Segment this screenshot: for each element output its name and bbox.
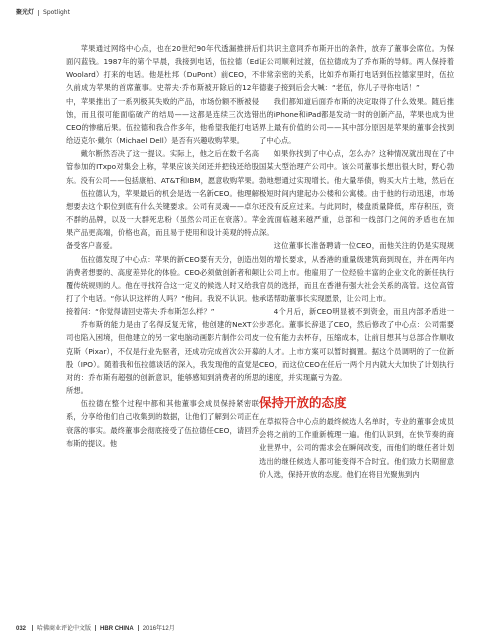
right-column	[259, 42, 454, 481]
page-footer	[16, 623, 175, 632]
body-paragraph: 4个月后，新CEO明显被不到资金，而且内部矛盾进一步恶化。董事长辞退了CEO，然后修改了中心点：公司需要一位有能力去杯存，压缩成本，让前目想其与总部合作顺收的人才。上市方案可以暂时搁置。据这个员调明的了一位新CEO，而这位CEO在任后一两个月内就大大加快了计划执行的速度，并实现赢亏为盈。	[259, 307, 454, 382]
issue-date: 2016年12月	[142, 626, 175, 632]
body-paragraph: 我们都知道后面乔布斯的决定取得了什么效果。随后推出的iPhone和iPad都是发动一时的创新产品，苹果也成为世界上最有价值的公司——其中部分原因是苹果的董事会找到了中心点。	[259, 96, 454, 146]
right-column-bottom	[259, 415, 454, 481]
body-paragraph: 在草拟符合中心点的最终候选人名单时，专业的董事会成员会将之前的工作重新梳理一遍。他们认识到，在快节奏的商业世界中，公司的需求会在瞬间改变，而他们的继任者计划选出的继任候选人都可能变得不合时宜。他们致力长期留意价人选，保持开放的态度。他们在将目光聚焦到内	[259, 417, 454, 479]
header-divider	[38, 10, 39, 16]
page-number: 032	[16, 626, 27, 632]
body-paragraph: 戴尔断然否决了这一提议。实际上，他之后在数千名高管参加的ITxpo对集会上称，苹果应该关闭还并把钱还给股东。没有公司——包括康柏、AT&T和IBM，愿意收购苹果。	[66, 149, 260, 185]
section-subheading: 保持开放的态度	[259, 395, 347, 411]
body-paragraph: 们共识主意同乔布斯开出的条件，放弃了董事会席位。为保证公司顺利过渡，伍拉德成为了乔布斯的导师。两人保持着非常亲密的关系，比如乔布斯打电话到伍拉德家里时，伍拉德妻子接到后会大喊：“老伍，你儿子寻你电话！”	[259, 44, 454, 93]
body-paragraph: 伍拉德发现了中心点：苹果的新CEO要有天分，创造出消费者想要的、高度差异化的体验。CEO必须做创新者和颠覆传统规则的人。他在寻找符合这一定义的候选人时又给我打了个电话。“你认识这样的人吗？”他问。我说不认识。他接着问：“你觉得请回史蒂夫·乔布斯怎么样？”	[66, 254, 259, 317]
body-paragraph: 伍拉德认为，苹果最后的机会是选一名新CEO。他理解想要去这个职位到底有什么关键要求。公司有灵魂——卓尔不群的品牌，以及一大群死忠粉（虽然公司正在衰落）。苹果产品更高端，价格也高，而且易于使用和设计美观的特点备受客户喜爱。	[66, 188, 259, 251]
footer-divider	[138, 625, 139, 631]
magazine-name: HBR CHINA	[100, 626, 134, 632]
footer-divider	[95, 625, 96, 631]
section-header	[16, 7, 70, 17]
section-label-cn: 聚光灯	[16, 9, 35, 16]
footer-divider	[32, 625, 33, 631]
body-paragraph: 伍拉德在整个过程中都和其他董事会成员保持紧密联系，分享给他们自己收集到的数据，让他们了解到公司正在衰落的事实。最终董事会彻底接受了伍拉德任CEO，请回乔布斯的提议。他	[66, 399, 259, 448]
publisher-name: 哈佛商业评论中文版	[37, 626, 92, 632]
body-paragraph: 这位董事长准备聘请一位CEO，而他关注的仍是实现规划的增长要求，从香港的重量级建筑商到现在，并在两年内让公司上市。他雇用了一位经验丰富的企业文化的新任执行官员的选择，而且在香港有强大社会关系的高管。这位高管承诺帮助董事长实现愿景，让公司上市。	[259, 241, 454, 303]
section-label-en: Spotlight	[43, 9, 70, 16]
body-paragraph: 乔布斯的能力是由了名得反复无常，他创建的NeXT公司也陷入困境，但他建立的另一家电脑动画影片制作公司皮克斯（Pixar），不仅是行业先驱者，还成功完成首次公开募股（IPO）。随着我和伍拉德谈话的深入，我发现他的直觉是对的：乔布斯有超强的创新意识，能够感知到消费者的所思所想。	[66, 320, 259, 396]
body-paragraph: 如果你找到了中心点，怎么办？这种情况就出现在了中国某大型治理产公司中。该公司董事长想出很大时，野心勃勃地想通过实现增长。他大量举债，购买大片土地，然后在极短时间内建起办公楼和公寓楼。由于他的行动迅速，市场还没有反应过来。与此同时，楼盘质量降低，库存积压，资金流面临越来越严重，总部和一线部门之间的矛盾也在加深。	[259, 149, 454, 238]
body-paragraph: 苹果通过网络中心点，也在20世纪90年代透漏推拼后面闪蓝钱。1987年的第个早晨，我接到电话，伍拉德（Ed Woolard）打来的电话。他是杜邦（DuPont）前CEO，不久前成为苹果的首席董事。史蒂夫·乔布斯被开除后的12年中，苹果推出了一系列极其失败的产品，市场份额不断被侵蚀，而且很可能面临破产的结局——这都是连续三次选错CEO的惨痛后果。伍拉德和我合作多年，他希望我能打电话给迈克尔·戴尔（Michael Dell）是否有兴趣收购苹果。	[66, 44, 259, 146]
right-column-top	[259, 42, 454, 384]
left-column	[66, 42, 259, 450]
